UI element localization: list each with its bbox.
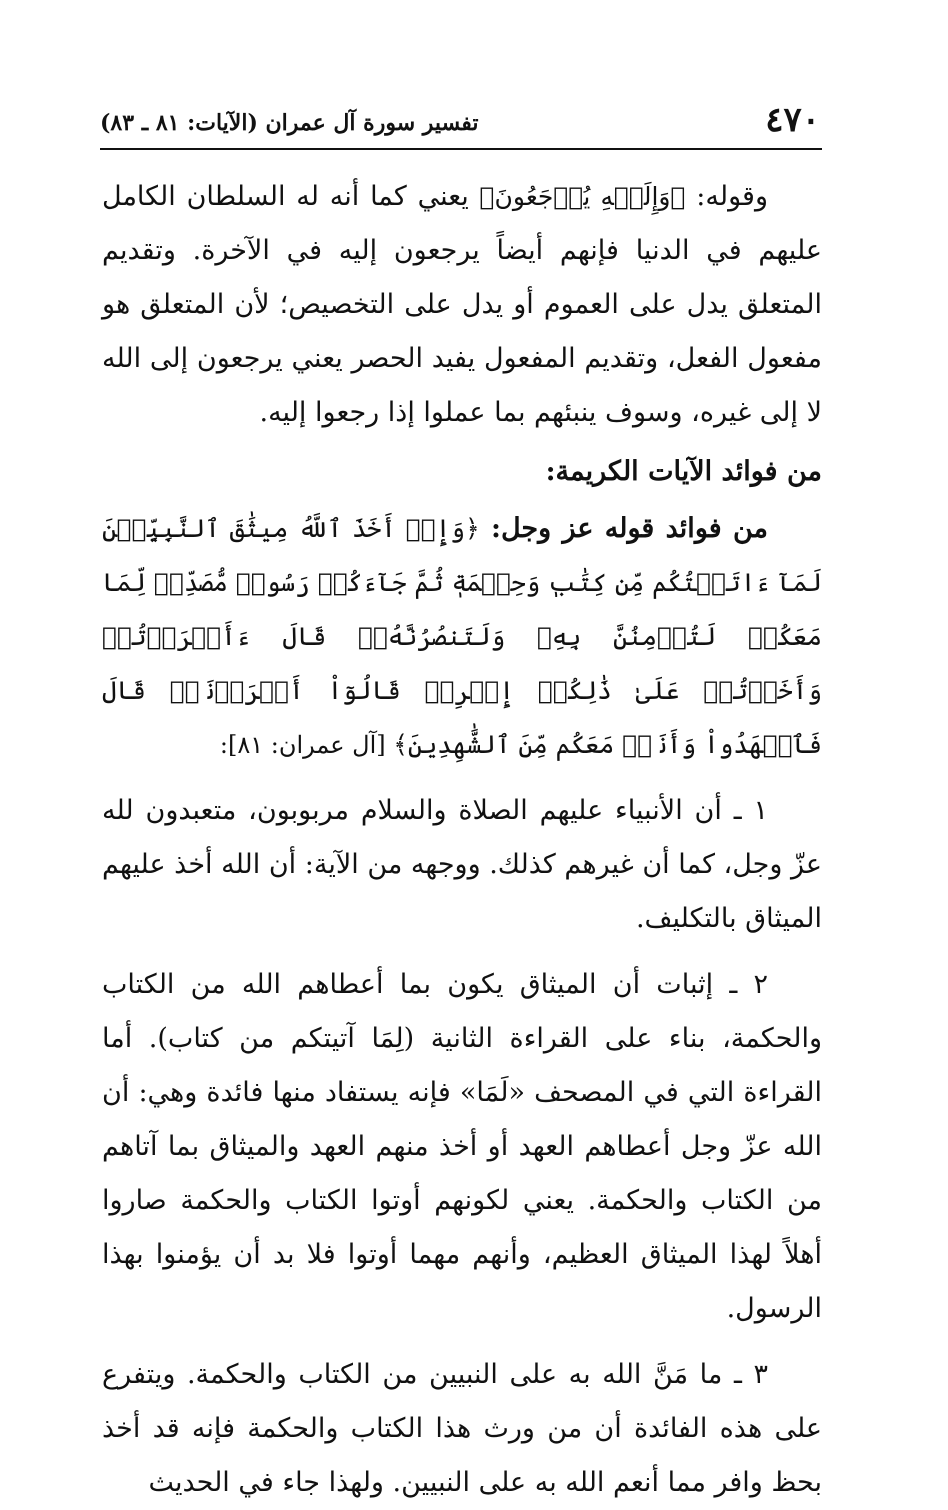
benefits-intro-paragraph — [102, 502, 822, 772]
benefit-item: ٢ ـ إثبات أن الميثاق يكون بما أعطاهم الله من الكتاب والحكمة، بناء على القراءة الثانية (لِمَا آتيتكم من كتاب). أما القراءة التي في المصحف «لَمَا» فإنه يستفاد منها فائدة وهي: أن الله عزّ وجل أعطاهم العهد أو أخذ منهم العهد والميثاق بما آتاهم من الكتاب والحكمة. يعني لكونهم أوتوا الكتاب والحكمة صاروا أهلاً لهذا الميثاق العظيم، وأنهم مهما أوتوا فلا بد أن يؤمنوا بهذا الرسول. — [102, 969, 822, 1324]
header-divider — [100, 148, 822, 150]
quran-verse: ﴿وَإِلَيۡهِ يُرۡجَعُونَ﴾ — [479, 182, 686, 211]
benefits-lead: من فوائد قوله عز وجل: — [479, 513, 768, 544]
verse-reference: [آل عمران: ٨١]: — [219, 731, 394, 759]
benefit-item: ٣ ـ ما مَنَّ الله به على النبيين من الكتاب والحكمة. ويتفرع على هذه الفائدة أن من ورث هذا الكتاب والحكمة فإنه قد أخذ بحظ وافر مما أنعم الله به على النبيين. ولهذا جاء في الحديث — [102, 1359, 822, 1498]
intro-text: يعني كما أنه له السلطان الكامل عليهم في الدنيا فإنهم أيضاً يرجعون إليه في الآخرة. وتقديم المتعلق يدل على العموم أو يدل على التخصيص؛ لأن المتعلق هو مفعول الفعل، وتقديم المفعول يفيد الحصر يعني يرجعون إلى الله لا إلى غيره، وسوف ينبئهم بما عملوا إذا رجعوا إليه. — [102, 181, 822, 428]
page-body — [102, 170, 822, 1510]
intro-paragraph — [102, 170, 822, 440]
benefit-item: ١ ـ أن الأنبياء عليهم الصلاة والسلام مربوبون، متعبدون لله عزّ وجل، كما أن غيرهم كذلك. ووجهه من الآية: أن الله أخذ عليهم الميثاق بالتكليف. — [101, 795, 822, 934]
intro-lead: وقوله: — [685, 181, 768, 212]
page-number: ٤٧٠ — [765, 100, 820, 140]
section-heading: من فوائد الآيات الكريمة: — [545, 456, 822, 487]
running-header — [100, 100, 820, 144]
quran-verse: ﴿وَإِذۡ أَخَذَ ٱللَّهُ مِيثَٰقَ ٱلنَّبِيِّـۧنَ لَمَآ ءَاتَيۡتُكُم مِّن كِتَٰبٖ وَحِكۡمَةٖ ثُمَّ جَآءَكُمۡ رَسُولٞ مُّصَدِّقٞ لِّمَا مَعَكُمۡ لَتُؤۡمِنُنَّ بِهِۦ وَلَتَنصُرُنَّهُۥۚ قَالَ ءَأَقۡرَرۡتُمۡ وَأَخَذۡتُمۡ عَلَىٰ ذَٰلِكُمۡ إِصۡرِيۖ قَالُوٓاْ أَقۡرَرۡنَاۚ قَالَ فَٱشۡهَدُواْ وَأَنَا۠ مَعَكُم مِّنَ ٱلشَّٰهِدِينَ﴾ — [102, 514, 822, 759]
header-title: تفسير سورة آل عمران (الآيات: ٨١ ـ ٨٣) — [100, 110, 479, 136]
